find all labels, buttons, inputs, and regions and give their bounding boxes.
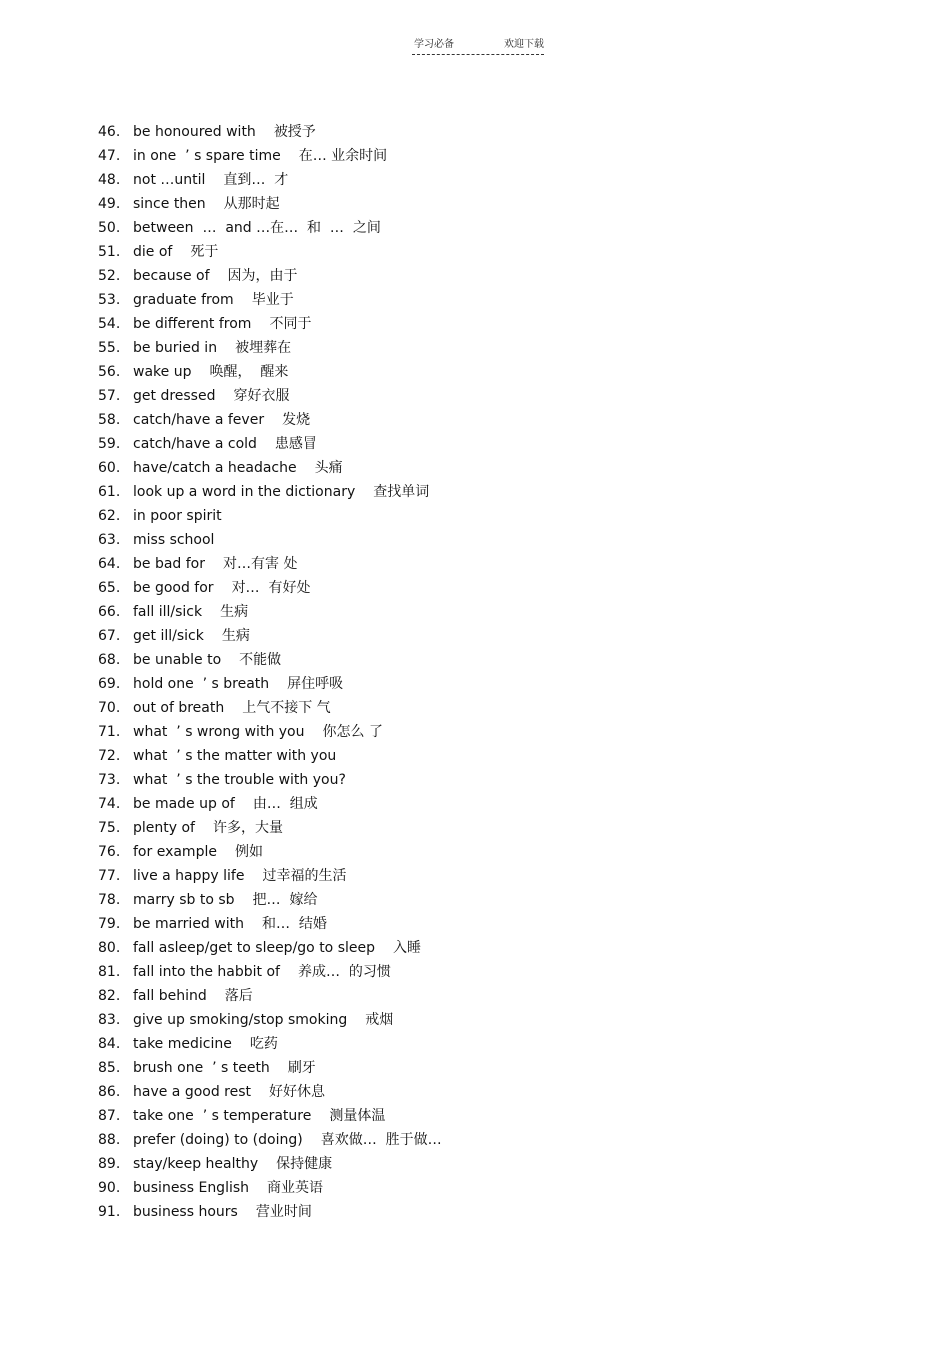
phrase-row [98,865,442,889]
phrase-english: look up a word in the dictionary [133,484,356,500]
phrase-number: 58. [98,412,121,428]
phrase-row [98,889,442,913]
phrase-chinese: 查找单词 [373,484,430,500]
page-header [412,38,544,58]
phrase-row [98,673,442,697]
phrase-english: fall behind [133,988,207,1004]
phrase-english: catch/have a fever [133,412,265,428]
phrase-chinese: 不同于 [269,316,312,332]
phrase-chinese: 被授予 [273,124,316,140]
phrase-english: what ’ s the trouble with you? [133,772,346,788]
phrase-row [98,913,442,937]
phrase-row [98,121,442,145]
phrase-row [98,433,442,457]
phrase-number: 47. [98,148,121,164]
phrase-english: business English [133,1180,250,1196]
phrase-row [98,1105,442,1129]
header-dashed-rule [412,54,544,55]
phrase-english: be good for [133,580,214,596]
phrase-english: in poor spirit [133,508,222,524]
phrase-chinese: 发烧 [282,412,311,428]
phrase-row [98,385,442,409]
phrase-english: fall ill/sick [133,604,203,620]
phrase-row [98,961,442,985]
phrase-english: since then [133,196,206,212]
phrase-english: get dressed [133,388,216,404]
phrase-english: brush one ’ s teeth [133,1060,270,1076]
phrase-chinese: 患感冒 [274,436,317,452]
phrase-chinese: 头痛 [314,460,343,476]
phrase-row [98,481,442,505]
phrase-chinese: 不能做 [239,652,282,668]
phrase-chinese: 对…有害 处 [223,556,298,572]
phrase-chinese: 在… 业余时间 [298,148,388,164]
phrase-number: 67. [98,628,121,644]
phrase-english: be different from [133,316,252,332]
phrase-number: 90. [98,1180,121,1196]
phrase-number: 59. [98,436,121,452]
phrase-number: 86. [98,1084,121,1100]
phrase-row [98,361,442,385]
phrase-row [98,745,442,769]
phrase-row [98,1057,442,1081]
phrase-number: 60. [98,460,121,476]
phrase-chinese: 毕业于 [251,292,294,308]
phrase-english: business hours [133,1204,238,1220]
phrase-english: be unable to [133,652,222,668]
phrase-english: be bad for [133,556,206,572]
phrase-number: 72. [98,748,121,764]
phrase-english: die of [133,244,173,260]
phrase-number: 51. [98,244,121,260]
phrase-number: 65. [98,580,121,596]
phrase-english: have a good rest [133,1084,252,1100]
phrase-row [98,241,442,265]
phrase-chinese: 刷牙 [287,1060,316,1076]
phrase-english: in one ’ s spare time [133,148,281,164]
phrase-english: not …until [133,172,206,188]
phrase-row [98,457,442,481]
phrase-number: 81. [98,964,121,980]
phrase-number: 50. [98,220,121,236]
phrase-english: for example [133,844,217,860]
phrase-number: 52. [98,268,121,284]
phrase-row [98,841,442,865]
phrase-number: 63. [98,532,121,548]
phrase-chinese: 生病 [221,628,250,644]
phrase-chinese: 过幸福的生活 [262,868,347,884]
phrase-chinese: 生病 [220,604,249,620]
phrase-chinese: 因为，由于 [227,268,298,284]
phrase-chinese: 从那时起 [223,196,280,212]
phrase-english: stay/keep healthy [133,1156,259,1172]
phrase-chinese: 上气不接下 气 [242,700,331,716]
phrase-row [98,193,442,217]
phrase-english: plenty of [133,820,195,836]
phrase-english: out of breath [133,700,225,716]
phrase-english: take one ’ s temperature [133,1108,312,1124]
phrase-english: be married with [133,916,244,932]
phrase-number: 74. [98,796,121,812]
phrase-number: 70. [98,700,121,716]
phrase-number: 64. [98,556,121,572]
phrase-row [98,697,442,721]
phrase-number: 91. [98,1204,121,1220]
phrase-chinese: 养成… 的习惯 [297,964,391,980]
phrase-row [98,1129,442,1153]
phrase-english: be made up of [133,796,235,812]
phrase-list [98,121,442,1225]
phrase-english: what ’ s the matter with you [133,748,337,764]
phrase-row [98,649,442,673]
phrase-chinese: 唤醒， 醒来 [209,364,289,380]
phrase-number: 82. [98,988,121,1004]
phrase-chinese: 喜欢做… 胜于做… [320,1132,442,1148]
phrase-number: 57. [98,388,121,404]
phrase-chinese: 和… 结婚 [261,916,327,932]
phrase-number: 69. [98,676,121,692]
phrase-number: 77. [98,868,121,884]
phrase-row [98,937,442,961]
header-right-text: 欢迎下载 [504,39,544,50]
phrase-number: 49. [98,196,121,212]
phrase-row [98,265,442,289]
phrase-number: 84. [98,1036,121,1052]
phrase-english: because of [133,268,210,284]
phrase-chinese: 对… 有好处 [231,580,311,596]
phrase-row [98,793,442,817]
phrase-english: graduate from [133,292,234,308]
phrase-chinese: 吃药 [249,1036,278,1052]
phrase-row [98,145,442,169]
phrase-row [98,769,442,793]
phrase-row [98,1201,442,1225]
phrase-chinese: 由… 组成 [252,796,318,812]
phrase-number: 71. [98,724,121,740]
phrase-number: 79. [98,916,121,932]
phrase-number: 48. [98,172,121,188]
phrase-row [98,601,442,625]
phrase-english: wake up [133,364,192,380]
phrase-number: 53. [98,292,121,308]
phrase-chinese: 被埋葬在 [235,340,292,356]
phrase-number: 85. [98,1060,121,1076]
phrase-row [98,1153,442,1177]
phrase-number: 88. [98,1132,121,1148]
phrase-chinese: 屏住呼吸 [287,676,344,692]
phrase-english: be honoured with [133,124,256,140]
phrase-row [98,985,442,1009]
phrase-number: 66. [98,604,121,620]
phrase-english: miss school [133,532,215,548]
phrase-chinese: 入睡 [393,940,421,956]
phrase-english: prefer (doing) to (doing) [133,1132,303,1148]
phrase-english: catch/have a cold [133,436,257,452]
phrase-row [98,817,442,841]
phrase-chinese: 戒烟 [365,1012,394,1028]
phrase-row [98,217,442,241]
phrase-english: between … and …在… 和 … 之间 [133,220,381,236]
phrase-row [98,553,442,577]
phrase-english: have/catch a headache [133,460,297,476]
phrase-english: be buried in [133,340,218,356]
phrase-english: get ill/sick [133,628,204,644]
phrase-row [98,577,442,601]
phrase-english: fall into the habbit of [133,964,280,980]
phrase-number: 78. [98,892,121,908]
phrase-row [98,169,442,193]
phrase-row [98,529,442,553]
phrase-number: 56. [98,364,121,380]
phrase-chinese: 许多，大量 [212,820,283,836]
phrase-number: 76. [98,844,121,860]
phrase-row [98,289,442,313]
phrase-chinese: 保持健康 [276,1156,333,1172]
phrase-row [98,1081,442,1105]
phrase-chinese: 死于 [190,244,219,260]
phrase-number: 73. [98,772,121,788]
phrase-chinese: 把… 嫁给 [252,892,318,908]
phrase-row [98,1033,442,1057]
phrase-number: 80. [98,940,121,956]
phrase-number: 89. [98,1156,121,1172]
phrase-row [98,313,442,337]
phrase-number: 61. [98,484,121,500]
phrase-number: 62. [98,508,121,524]
phrase-english: fall asleep/get to sleep/go to sleep [133,940,375,956]
phrase-english: hold one ’ s breath [133,676,270,692]
phrase-english: marry sb to sb [133,892,235,908]
phrase-chinese: 落后 [224,988,253,1004]
phrase-row [98,721,442,745]
phrase-number: 75. [98,820,121,836]
phrase-english: give up smoking/stop smoking [133,1012,348,1028]
phrase-english: take medicine [133,1036,232,1052]
phrase-chinese: 例如 [234,844,263,860]
phrase-row [98,505,442,529]
phrase-row [98,1009,442,1033]
phrase-number: 46. [98,124,121,140]
phrase-chinese: 穿好衣服 [233,388,290,404]
phrase-chinese: 你怎么 了 [322,724,383,740]
phrase-row [98,625,442,649]
phrase-row [98,409,442,433]
header-left-text: 学习必备 [414,39,454,50]
phrase-english: what ’ s wrong with you [133,724,305,740]
phrase-number: 68. [98,652,121,668]
phrase-chinese: 直到… 才 [223,172,289,188]
phrase-row [98,1177,442,1201]
phrase-chinese: 好好休息 [269,1084,326,1100]
phrase-number: 83. [98,1012,121,1028]
phrase-number: 87. [98,1108,121,1124]
phrase-number: 54. [98,316,121,332]
phrase-number: 55. [98,340,121,356]
phrase-chinese: 测量体温 [329,1108,386,1124]
phrase-chinese: 营业时间 [255,1204,312,1220]
phrase-chinese: 商业英语 [267,1180,324,1196]
phrase-english: live a happy life [133,868,245,884]
phrase-row [98,337,442,361]
